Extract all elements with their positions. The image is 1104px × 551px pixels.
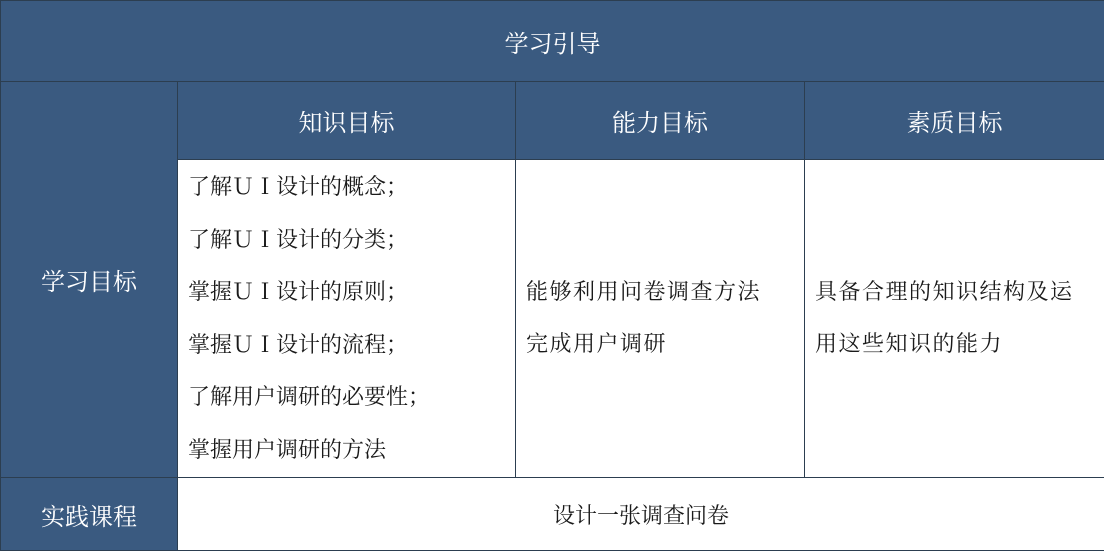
table-title: 学习引导 bbox=[1, 1, 1104, 82]
practice-course-cell: 设计一张调查问卷 bbox=[178, 478, 1104, 551]
quality-text-line: 用这些知识的能力 bbox=[815, 319, 1104, 371]
knowledge-item: 掌握ＵＩ设计的原则； bbox=[188, 267, 515, 320]
ability-text-line: 能够利用问卷调查方法 bbox=[526, 267, 804, 319]
row-label-practice: 实践课程 bbox=[1, 478, 178, 551]
knowledge-item: 了解ＵＩ设计的概念； bbox=[188, 162, 515, 215]
ability-goals-cell bbox=[516, 160, 805, 478]
column-header-quality: 素质目标 bbox=[805, 82, 1104, 160]
quality-text-line: 具备合理的知识结构及运 bbox=[815, 267, 1104, 319]
ability-text-line: 完成用户调研 bbox=[526, 319, 804, 371]
column-header-ability: 能力目标 bbox=[516, 82, 805, 160]
knowledge-item: 掌握用户调研的方法 bbox=[188, 425, 515, 478]
knowledge-item: 掌握ＵＩ设计的流程； bbox=[188, 320, 515, 373]
row-label-goals: 学习目标 bbox=[1, 82, 178, 478]
knowledge-item: 了解ＵＩ设计的分类； bbox=[188, 215, 515, 268]
quality-goals-cell bbox=[805, 160, 1104, 478]
column-header-knowledge: 知识目标 bbox=[178, 82, 516, 160]
knowledge-goals-cell bbox=[178, 160, 516, 478]
knowledge-item: 了解用户调研的必要性； bbox=[188, 372, 515, 425]
